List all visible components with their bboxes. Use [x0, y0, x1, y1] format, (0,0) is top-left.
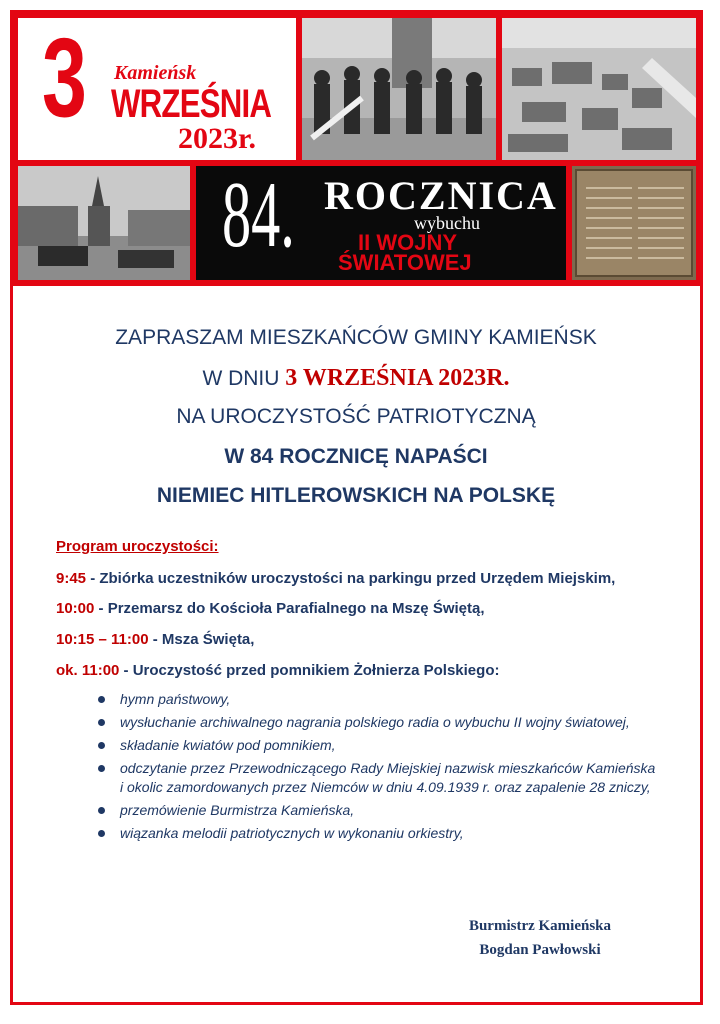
list-item-text: wiązanka melodii patriotycznych w wykonaniu orkiestry, [120, 825, 464, 841]
logo-year: 2023r. [178, 122, 257, 155]
list-item [98, 736, 658, 755]
program-item [56, 570, 615, 587]
bullet-icon [98, 830, 105, 837]
banner-word: ROCZNICA [324, 173, 558, 218]
invitation-line-5: NIEMIEC HITLEROWSKICH NA POLSKĘ [156, 484, 556, 507]
list-item [98, 713, 658, 732]
logo-day: 3 [42, 18, 87, 140]
list-item [98, 759, 658, 797]
list-item-text: składanie kwiatów pod pomnikiem, [120, 737, 336, 753]
logo-month: WRZEŚNIA [111, 82, 272, 126]
signature-role: Burmistrz Kamieńska [468, 918, 612, 934]
bullet-icon [98, 696, 105, 703]
list-item-text: przemówienie Burmistrza Kamieńska, [120, 802, 355, 818]
program-item [56, 631, 254, 648]
program-text: - Msza Święta, [148, 631, 255, 648]
list-item [98, 690, 658, 709]
bullet-icon [98, 719, 105, 726]
bullet-icon [98, 742, 105, 749]
list-item-text: hymn państwowy, [120, 691, 231, 707]
invitation-line-1: ZAPRASZAM MIESZKAŃCÓW GMINY KAMIEŃSK [115, 326, 597, 349]
program-time: 10:00 [56, 600, 95, 617]
ceremony-list [98, 690, 658, 847]
bullet-icon [98, 807, 105, 814]
invitation-line-4: W 84 ROCZNICĘ NAPAŚCI [224, 445, 488, 468]
memorial-plaque-photo [572, 166, 696, 280]
list-item-text: wysłuchanie archiwalnego nagrania polskiego radia o wybuchu II wojny światowej, [120, 714, 630, 730]
signature-name: Bogdan Pawłowski [479, 942, 601, 958]
list-item [98, 824, 658, 843]
aerial-town-photo [502, 18, 696, 160]
program-title: Program uroczystości: [56, 538, 219, 555]
list-item [98, 801, 658, 820]
invitation-line-3: NA UROCZYSTOŚĆ PATRIOTYCZNĄ [176, 405, 536, 428]
program-item [56, 600, 485, 617]
street-tanks-photo [18, 166, 190, 280]
banner-sub: wybuchu [414, 213, 480, 233]
list-item-text: odczytanie przez Przewodniczącego Rady Miejskiej nazwisk mieszkańców Kamieńska i okolic zamordowanych przez Niemców w dniu 4.09.1939 r. oraz zapalenie 28 zniczy, [120, 760, 656, 795]
invitation-date-prefix: W DNIU [202, 367, 286, 390]
banner-line2: ŚWIATOWEJ [338, 250, 472, 275]
invitation-line-2 [30, 365, 682, 392]
event-logo [18, 18, 296, 160]
soldiers-photo [302, 18, 496, 160]
program-time: 9:45 [56, 570, 87, 587]
program-time: 10:15 – 11:00 [56, 631, 149, 648]
program-text: - Zbiórka uczestników uroczystości na parkingu przed Urzędem Miejskim, [86, 570, 616, 587]
anniversary-banner [196, 166, 566, 280]
program-time: ok. 11:00 [56, 662, 120, 679]
anniversary-number: 84. [222, 166, 295, 267]
bullet-icon [98, 765, 105, 772]
banner-line1: II WOJNY [358, 230, 458, 255]
logo-city: Kamieńsk [114, 62, 197, 84]
program-text: - Uroczystość przed pomnikiem Żołnierza Polskiego: [119, 662, 500, 679]
program-text: - Przemarsz do Kościoła Parafialnego na Mszę Świętą, [94, 600, 485, 617]
invitation-date: 3 WRZEŚNIA 2023R. [285, 365, 510, 391]
program-item [56, 662, 499, 679]
